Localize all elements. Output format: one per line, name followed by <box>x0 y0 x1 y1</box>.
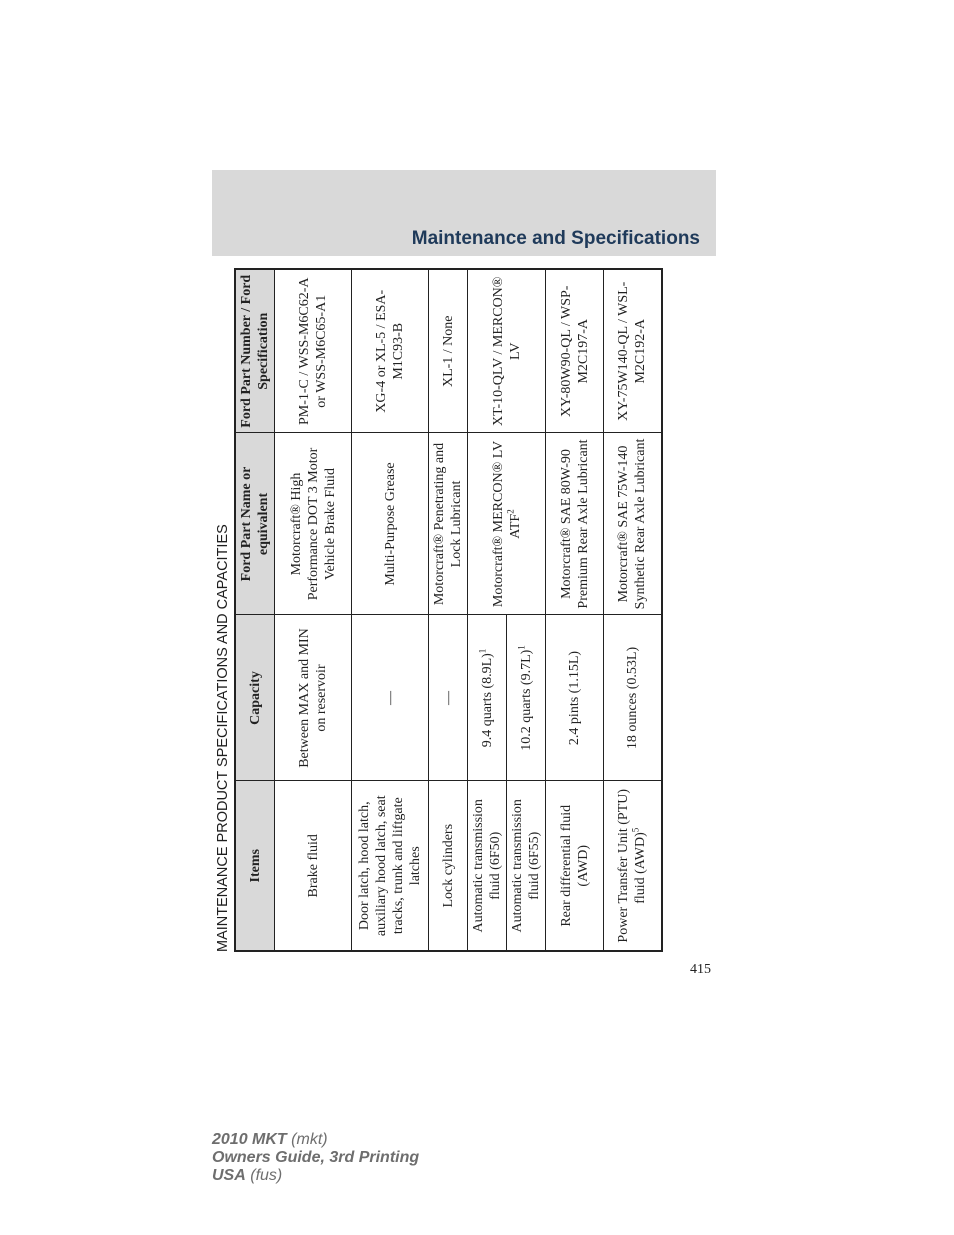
cell-part-name: Motorcraft® High Performance DOT 3 Motor Vehicle Brake Fluid <box>275 433 352 615</box>
cell-capacity <box>507 615 546 781</box>
cell-part-number: XY-75W140-QL / WSL-M2C192-A <box>604 269 662 433</box>
cell-capacity: 18 ounces (0.53L) <box>604 615 662 781</box>
cell-part-name: Motorcraft® Penetrating and Lock Lubricant <box>429 433 468 615</box>
header-capacity: Capacity <box>235 615 275 781</box>
item-text: Power Transfer Unit (PTU) fluid (AWD) <box>616 788 649 943</box>
part-name-text: Motorcraft® MERCON® LV ATF <box>490 440 523 608</box>
table-row <box>275 269 352 951</box>
header-part-number: Ford Part Number / Ford Specification <box>235 269 275 433</box>
footer-model: 2010 MKT <box>212 1131 287 1148</box>
cell-item <box>604 781 662 951</box>
table-row <box>468 269 507 951</box>
footer-line-1 <box>212 1131 419 1149</box>
cell-capacity: — <box>429 615 468 781</box>
table-row <box>604 269 662 951</box>
cell-item: Automatic transmission fluid (6F55) <box>507 781 546 951</box>
footer-guide: Owners Guide, 3rd Printing <box>212 1149 420 1166</box>
capacity-text: 10.2 quarts (9.7L) <box>518 649 534 751</box>
cell-part-number: XG-4 or XL-5 / ESA-M1C93-B <box>352 269 429 433</box>
cell-part-number: XY-80W90-QL / WSP-M2C197-A <box>546 269 604 433</box>
footnote-marker: 1 <box>515 645 526 650</box>
cell-part-name <box>468 433 546 615</box>
cell-item: Lock cylinders <box>429 781 468 951</box>
cell-item: Brake fluid <box>275 781 352 951</box>
cell-part-name: Multi-Purpose Grease <box>352 433 429 615</box>
capacity-text: 9.4 quarts (8.9L) <box>479 653 495 748</box>
cell-capacity: — <box>352 615 429 781</box>
footer-model-code: (mkt) <box>291 1131 328 1148</box>
cell-item: Door latch, hood latch, auxiliary hood latch, seat tracks, trunk and liftgate latches <box>352 781 429 951</box>
footer-line-2 <box>212 1149 419 1167</box>
footnote-marker: 2 <box>504 509 515 514</box>
table-row <box>546 269 604 951</box>
cell-capacity <box>468 615 507 781</box>
section-title: MAINTENANCE PRODUCT SPECIFICATIONS AND CAPACITIES <box>215 524 231 952</box>
footer-market-code: (fus) <box>250 1167 283 1184</box>
footnote-marker: 1 <box>476 648 487 654</box>
cell-part-name: Motorcraft® SAE 75W-140 Synthetic Rear Axle Lubricant <box>604 433 662 615</box>
footer-market: USA <box>212 1167 246 1184</box>
footnote-marker: 5 <box>630 827 641 833</box>
header-part-name: Ford Part Name or equivalent <box>235 433 275 615</box>
page-header-title: Maintenance and Specifications <box>411 228 700 249</box>
footer-line-3 <box>212 1167 419 1185</box>
footer <box>212 1131 419 1185</box>
header-band <box>212 170 716 256</box>
table-header-row <box>235 269 275 951</box>
cell-part-number: XT-10-QLV / MERCON® LV <box>468 269 546 433</box>
rotated-content <box>211 270 659 952</box>
table-row <box>429 269 468 951</box>
cell-item: Automatic transmission fluid (6F50) <box>468 781 507 951</box>
cell-item: Rear differential fluid (AWD) <box>546 781 604 951</box>
table-row <box>352 269 429 951</box>
cell-part-name: Motorcraft® SAE 80W-90 Premium Rear Axle Lubricant <box>546 433 604 615</box>
cell-part-number: PM-1-C / WSS-M6C62-A or WSS-M6C65-A1 <box>275 269 352 433</box>
cell-capacity: 2.4 pints (1.15L) <box>546 615 604 781</box>
cell-capacity: Between MAX and MIN on reservoir <box>275 615 352 781</box>
specifications-table <box>234 268 663 952</box>
page-number: 415 <box>690 962 711 977</box>
cell-part-number: XL-1 / None <box>429 269 468 433</box>
header-items: Items <box>235 781 275 951</box>
